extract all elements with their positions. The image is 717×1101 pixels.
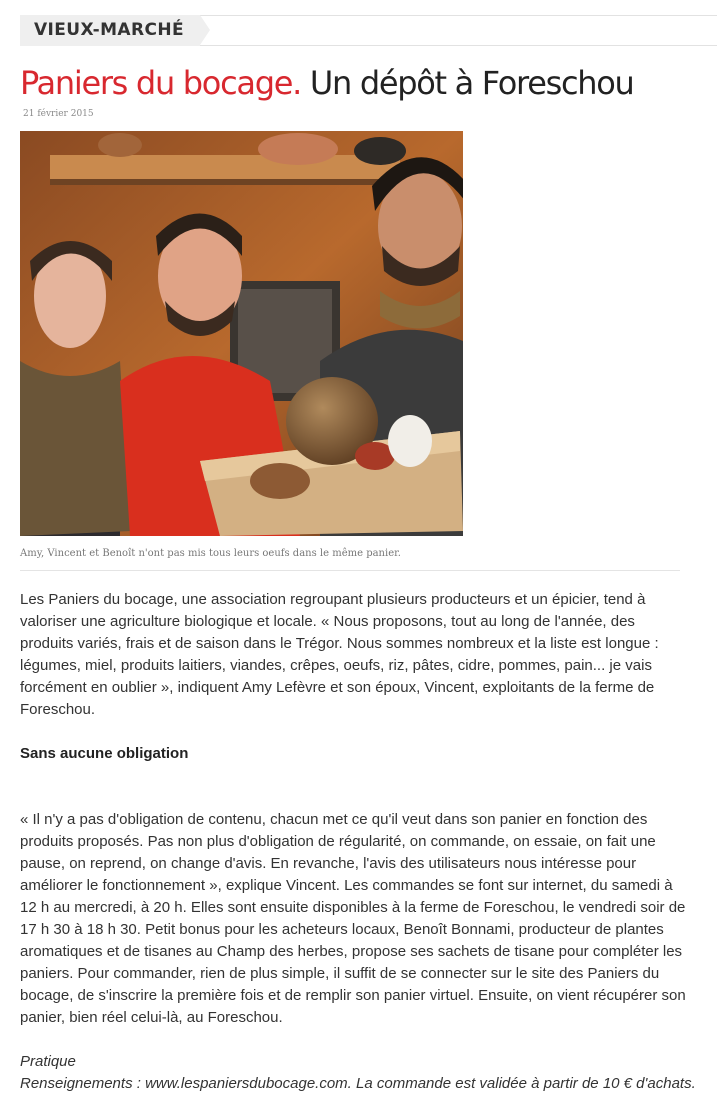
article-subhead: Sans aucune obligation (20, 745, 189, 762)
article-photo (20, 131, 463, 536)
article-headline (20, 63, 634, 103)
renseignements-line: Renseignements : www.lespaniersdubocage.com. La commande est validée à partir de 10 € d'achats. (20, 1075, 696, 1092)
publication-date: 21 février 2015 (23, 109, 94, 119)
section-tag-bar (20, 15, 717, 46)
section-tag[interactable]: VIEUX-MARCHÉ (20, 15, 200, 46)
headline-title: Un dépôt à Foreschou (309, 64, 634, 102)
pratique-label: Pratique (20, 1053, 76, 1070)
caption-divider (20, 570, 680, 571)
headline-kicker: Paniers du bocage. (20, 64, 301, 102)
article-paragraph-1: Les Paniers du bocage, une association regroupant plusieurs producteurs et un épicier, tend à valoriser une agriculture biologique et locale. « Nous proposons, tout au long de l'année, des produits variés, frais et de saison dans le Trégor. Nous sommes nombreux et la liste est longue : légumes, miel, produits laitiers, viandes, crêpes, oeufs, riz, pâtes, cidre, pommes, pain... je vais forcément en oublier », indiquent Amy Lefèvre et son époux, Vincent, exploitants de la ferme de Foreschou. (20, 591, 659, 718)
article-paragraph-2: « Il n'y a pas d'obligation de contenu, chacun met ce qu'il veut dans son panier en fonction des produits proposés. Pas non plus d'obligation de régularité, on commande, on essaie, on fait une pause, on reprend, on change d'avis. En revanche, l'avis des utilisateurs nous intéresse pour améliorer le fonctionnement », explique Vincent. Les commandes se font sur internet, du samedi à 12 h au mercredi, à 20 h. Elles sont ensuite disponibles à la ferme de Foreschou, le vendredi soir de 17 h 30 à 18 h 30. Petit bonus pour les acheteurs locaux, Benoît Bonnami, producteur de plantes aromatiques et de tisanes au Champ des herbes, propose ses sachets de tisane pour compléter les paniers. Pour commander, rien de plus simple, il suffit de se connecter sur le site des Paniers du bocage, de s'inscrire la première fois et de remplir son panier virtuel. Ensuite, on vient récupérer son panier, bien réel celui-là, au Foreschou. (20, 811, 686, 1026)
photo-caption: Amy, Vincent et Benoît n'ont pas mis tous leurs oeufs dans le même panier. (20, 548, 401, 559)
